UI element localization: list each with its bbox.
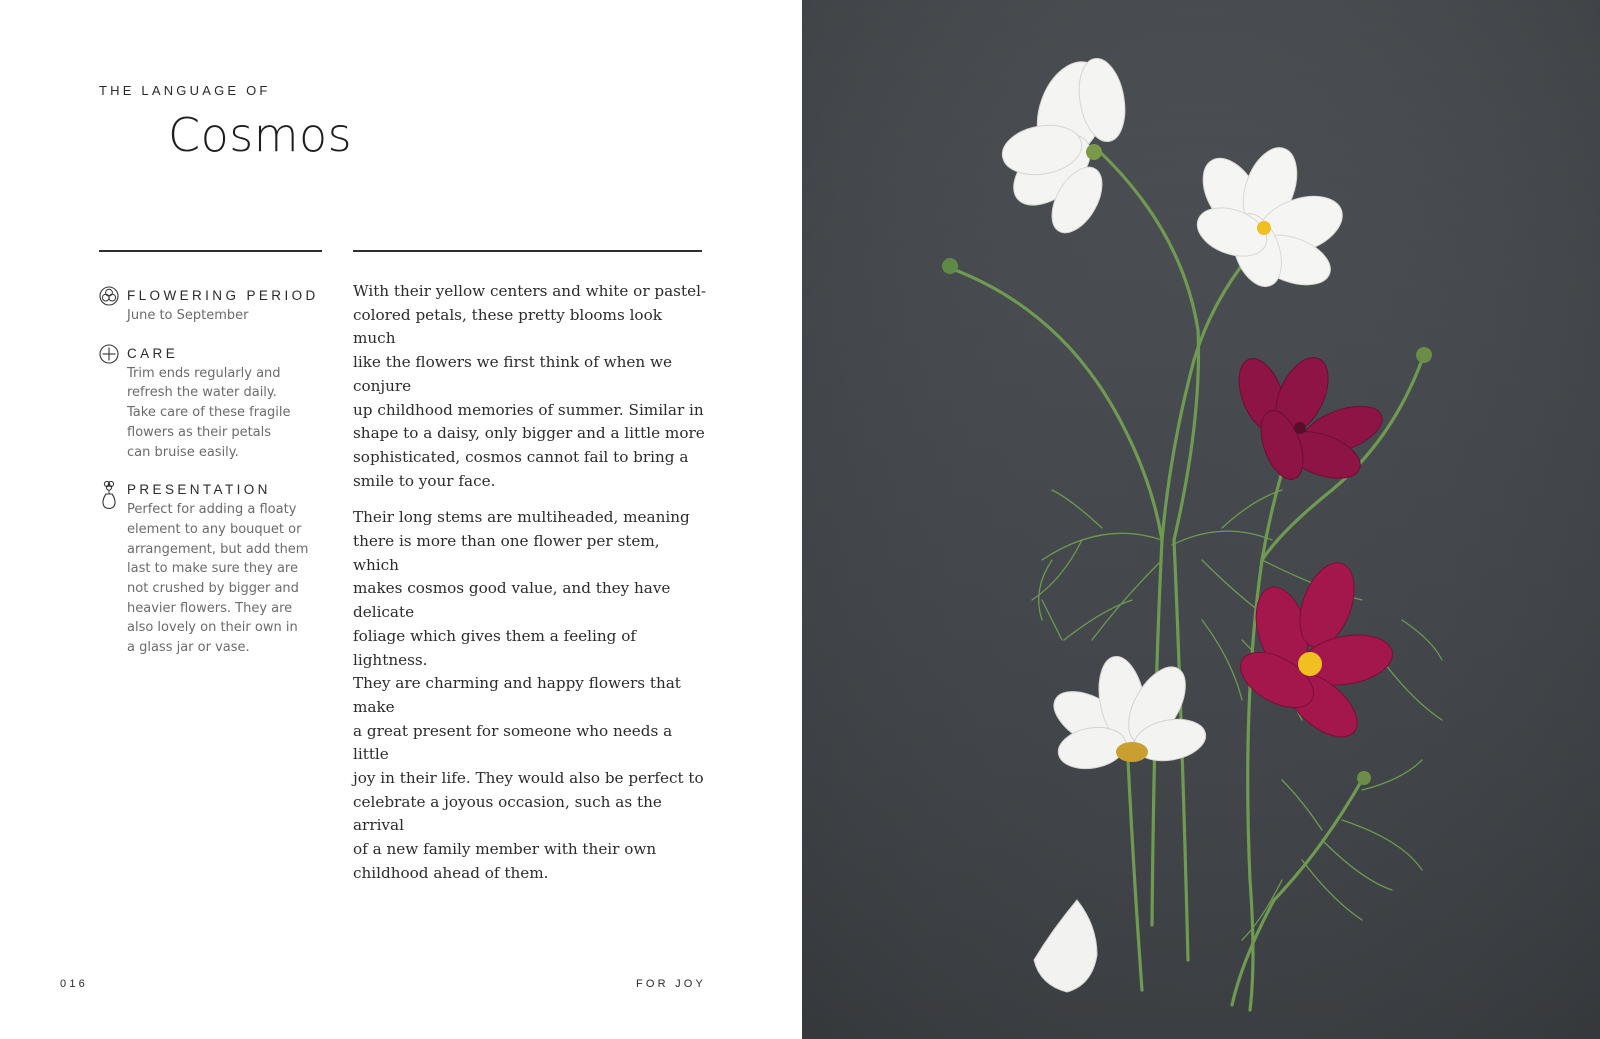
vase-icon (99, 480, 119, 510)
plus-circle-icon (99, 344, 119, 364)
body-paragraph: Their long stems are multiheaded, meaning there is more than one flower per stem, which makes cosmos good value, and they have delicate foliage which gives them a feeling of lightness. They are charming and happy flowers that make a great present for someone who needs a little joy in their life. They would also be perfect to celebrate a joyous occasion, such as the arrival of a new family member with their own childhood ahead of them. (353, 508, 704, 882)
body-text (353, 280, 708, 899)
cosmos-flowers-photo (802, 0, 1600, 1039)
title-eyebrow: THE LANGUAGE OF (99, 83, 271, 98)
info-label: PRESENTATION (127, 482, 271, 498)
flower-bud (1086, 144, 1102, 160)
info-flowering-period (99, 286, 329, 326)
info-text: Perfect for adding a floaty element to any bouquet or arrangement, but add them last to make sure they are not crushed by bigger and heavier flowers. They are also lovely on their own in a glass jar or vase. (127, 502, 309, 656)
info-presentation (99, 480, 329, 658)
info-text: June to September (127, 308, 249, 323)
sidebar (99, 286, 329, 676)
flower-center (1298, 652, 1322, 676)
flower-center (1257, 221, 1271, 235)
info-text: Trim ends regularly and refresh the water daily. Take care of these fragile flowers as their petals can bruise easily. (127, 365, 291, 460)
photo-illustration (802, 0, 1600, 1039)
flower-bud (1357, 771, 1371, 785)
flower-center (1116, 742, 1148, 762)
body-divider (353, 250, 702, 252)
body-paragraph: With their yellow centers and white or pastel- colored petals, these pretty blooms look much like the flowers we first think of when we conjure up childhood memories of summer. Similar in shape to a daisy, only bigger and a little more sophisticated, cosmos cannot fail to bring a smile to your face. (353, 282, 707, 490)
flower-center (1294, 422, 1306, 434)
info-label: FLOWERING PERIOD (127, 288, 319, 303)
running-footer: FOR JOY (636, 978, 707, 990)
flower-bud (1416, 347, 1432, 363)
info-label: CARE (127, 345, 179, 361)
flower-icon (99, 286, 119, 306)
flower-bud (942, 258, 958, 274)
page-title: Cosmos (168, 108, 353, 162)
info-care (99, 344, 329, 463)
sidebar-divider (99, 250, 322, 252)
page-number: 016 (60, 978, 88, 990)
